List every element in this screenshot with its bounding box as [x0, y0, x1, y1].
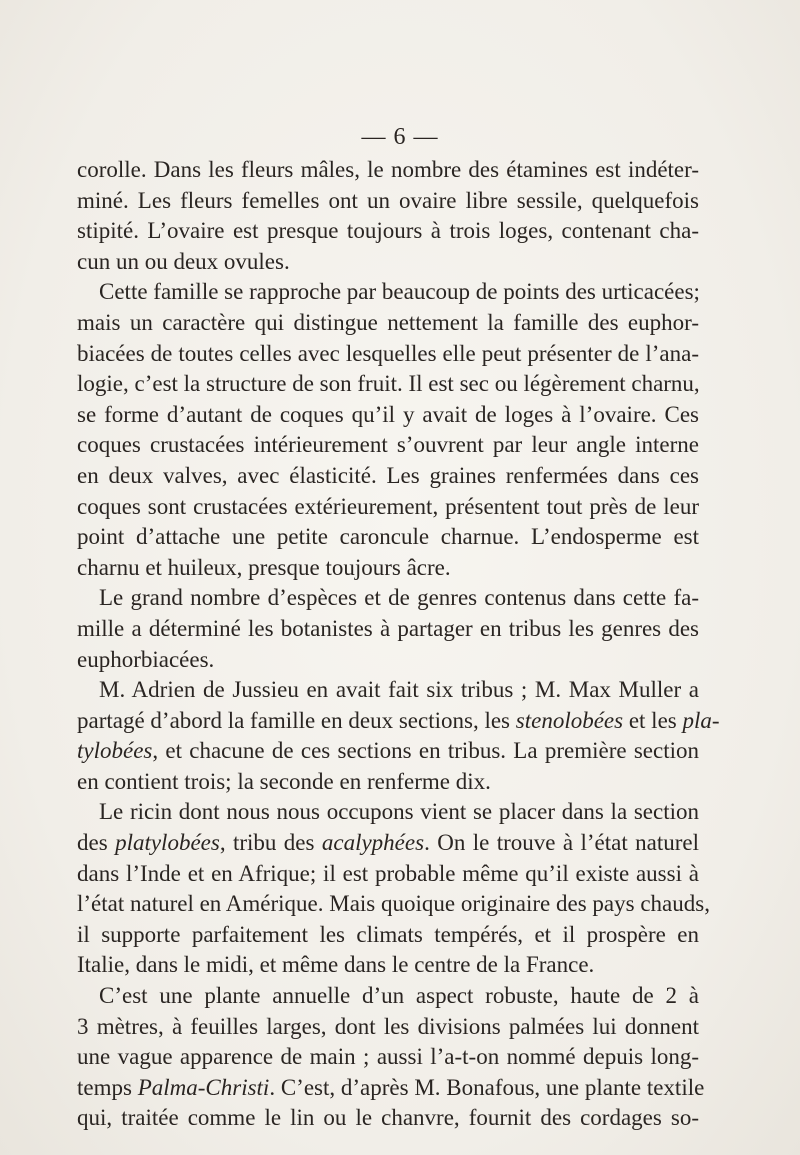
text-line: l’état naturel en Amérique. Mais quoique originaire des pays chauds, — [77, 891, 710, 917]
text-line: point d’attache une petite caroncule charnue. L’endosperme est — [77, 524, 699, 550]
text-line: il supporte parfaitement les climats tempérés, et il prospère en — [77, 921, 699, 947]
text-segment: des — [77, 830, 116, 856]
text-line — [77, 828, 699, 859]
text-line: Le ricin dont nous nous occupons vient se placer dans la section — [99, 799, 699, 825]
text-line: Cette famille se rapproche par beaucoup de points des urticacées; — [99, 279, 700, 305]
text-line: en contient trois; la seconde en renferme dix. — [77, 768, 491, 794]
italic-term: acalyphées — [321, 830, 425, 856]
text-segment: , tribu des — [219, 830, 322, 856]
text-segment: , et chacune de ces sections en tribus. La première section — [152, 738, 699, 764]
text-line: Italie, dans le midi, et même dans le centre de la France. — [77, 952, 595, 978]
text-line — [77, 736, 699, 767]
text-line: C’est une plante annuelle d’un aspect robuste, haute de 2 à — [99, 983, 699, 1009]
text-segment: temps — [77, 1074, 138, 1100]
text-line: mille a déterminé les botanistes à partager en tribus les genres des — [77, 615, 699, 641]
italic-term: pla- — [682, 707, 720, 733]
text-line: qui, traitée comme le lin ou le chanvre, fournit des cordages so- — [77, 1105, 699, 1131]
italic-term: stenolobées — [515, 707, 624, 733]
text-line — [77, 1073, 705, 1104]
text-line: en deux valves, avec élasticité. Les graines renfermées dans ces — [77, 462, 699, 488]
page-number: — 6 — — [361, 124, 439, 150]
text-line: Le grand nombre d’espèces et de genres contenus dans cette fa- — [99, 585, 699, 611]
text-line: 3 mètres, à feuilles larges, dont les divisions palmées lui donnent — [77, 1013, 699, 1039]
text-line: logie, c’est la structure de son fruit. Il est sec ou légèrement charnu, — [77, 371, 700, 397]
text-line: coques crustacées intérieurement s’ouvrent par leur angle interne — [77, 432, 699, 458]
text-segment: et les — [623, 707, 683, 733]
text-line: M. Adrien de Jussieu en avait fait six tribus ; M. Max Muller a — [99, 677, 699, 703]
italic-term: tylobées — [77, 738, 153, 764]
text-line: miné. Les fleurs femelles ont un ovaire libre sessile, quelquefois — [77, 187, 699, 213]
text-line: mais un caractère qui distingue nettement la famille des euphor- — [77, 309, 699, 335]
text-segment: . On le trouve à l’état naturel — [424, 830, 699, 856]
text-line: euphorbiacées. — [77, 646, 215, 672]
text-segment: partagé d’abord la famille en deux sections, les — [77, 707, 516, 733]
text-line: stipité. L’ovaire est presque toujours à trois loges, contenant cha- — [77, 218, 699, 244]
italic-term: platylobées — [115, 830, 220, 856]
text-segment: . C’est, d’après M. Bonafous, une plante textile — [269, 1074, 705, 1100]
text-line: corolle. Dans les fleurs mâles, le nombre des étamines est indéter- — [77, 157, 699, 182]
italic-term: Palma-Christi — [137, 1074, 270, 1100]
text-line: une vague apparence de main ; aussi l’a-t-on nommé depuis long- — [77, 1044, 699, 1070]
text-line: cun un ou deux ovules. — [77, 248, 290, 274]
text-line — [77, 706, 720, 737]
text-line: se forme d’autant de coques qu’il y avait de loges à l’ovaire. Ces — [77, 401, 699, 427]
text-line: biacées de toutes celles avec lesquelles elle peut présenter de l’ana- — [77, 340, 699, 366]
text-line: dans l’Inde et en Afrique; il est probable même qu’il existe aussi à — [77, 860, 699, 886]
body-text — [77, 155, 720, 1134]
text-line: charnu et huileux, presque toujours âcre. — [77, 554, 451, 580]
text-line: coques sont crustacées extérieurement, présentent tout près de leur — [77, 493, 699, 519]
